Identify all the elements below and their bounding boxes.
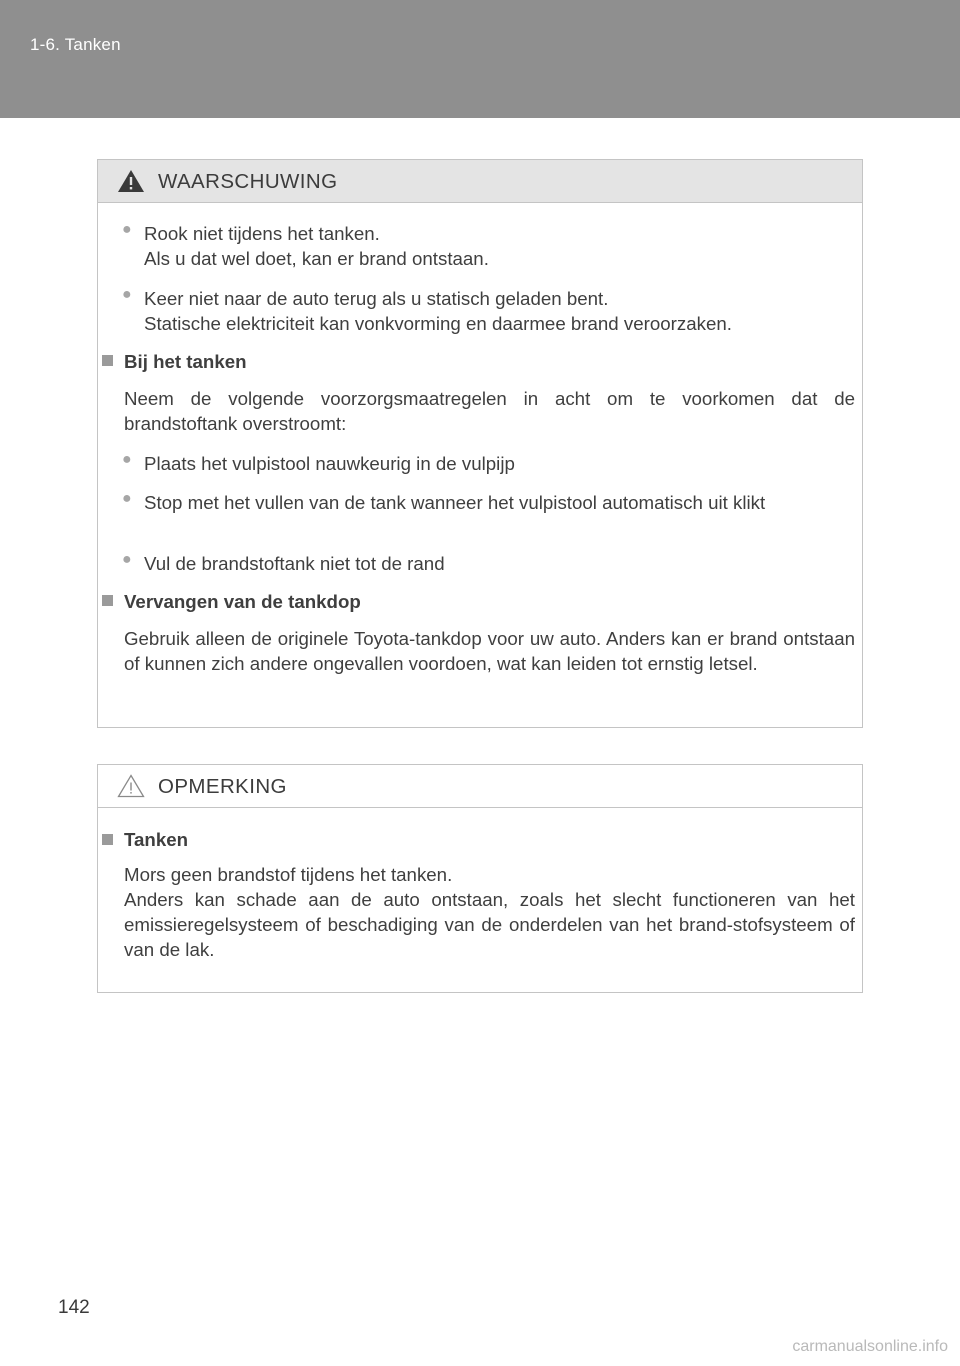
watermark: carmanualsonline.info — [792, 1338, 948, 1355]
note-text: Anders kan schade aan de auto ontstaan, zoals het slecht functioneren van het emissieregelsysteem of beschadiging van de onderdelen van het brand-stofsysteem of van de lak. — [124, 889, 855, 960]
refuel-item-2: Stop met het vullen van de tank wanneer het vulpistool automatisch uit klikt — [144, 492, 766, 513]
warning-item-2: Keer niet naar de auto terug als u statisch geladen bent. Statische elektriciteit kan vonkvorming en daarmee brand veroorzaken. — [144, 288, 732, 334]
warning-box — [97, 159, 863, 728]
warning-box-header — [98, 160, 862, 203]
square-bullet-icon — [102, 355, 113, 366]
circle-bullet-icon: ● — [122, 451, 132, 468]
note-box-header — [98, 765, 862, 808]
page-header — [0, 0, 960, 118]
circle-bullet-icon: ● — [122, 551, 132, 568]
refuel-text: Neem de volgende voorzorgsmaatregelen in acht om te voorkomen dat de brandstoftank overstroomt: — [124, 388, 855, 434]
warning-triangle-icon — [117, 169, 145, 193]
square-bullet-icon — [102, 834, 113, 845]
note-line-1: Mors geen brandstof tijdens het tanken. — [124, 864, 453, 885]
circle-bullet-icon: ● — [122, 286, 132, 303]
cap-text: Gebruik alleen de originele Toyota-tankdop voor uw auto. Anders kan er brand ontstaan of kunnen zich andere ongevallen voordoen, wat kan leiden tot ernstig letsel. — [124, 628, 855, 674]
refuel-item-3: Vul de brandstoftank niet tot de rand — [144, 553, 445, 574]
section-title: 1-6. Tanken — [30, 35, 121, 54]
square-bullet-icon — [102, 595, 113, 606]
caution-outline-icon — [117, 774, 145, 798]
circle-bullet-icon: ● — [122, 490, 132, 507]
refuel-item-1: Plaats het vulpistool nauwkeurig in de vulpijp — [144, 453, 515, 474]
note-heading: Tanken — [124, 829, 189, 850]
note-title: OPMERKING — [158, 775, 287, 798]
refuel-heading: Bij het tanken — [124, 351, 247, 372]
circle-bullet-icon: ● — [122, 221, 132, 238]
page-number: 142 — [58, 1297, 90, 1318]
note-box — [97, 764, 863, 993]
cap-heading: Vervangen van de tankdop — [124, 591, 361, 612]
warning-title: WAARSCHUWING — [158, 170, 338, 193]
warning-item-1: Rook niet tijdens het tanken. Als u dat wel doet, kan er brand ontstaan. — [144, 223, 489, 269]
